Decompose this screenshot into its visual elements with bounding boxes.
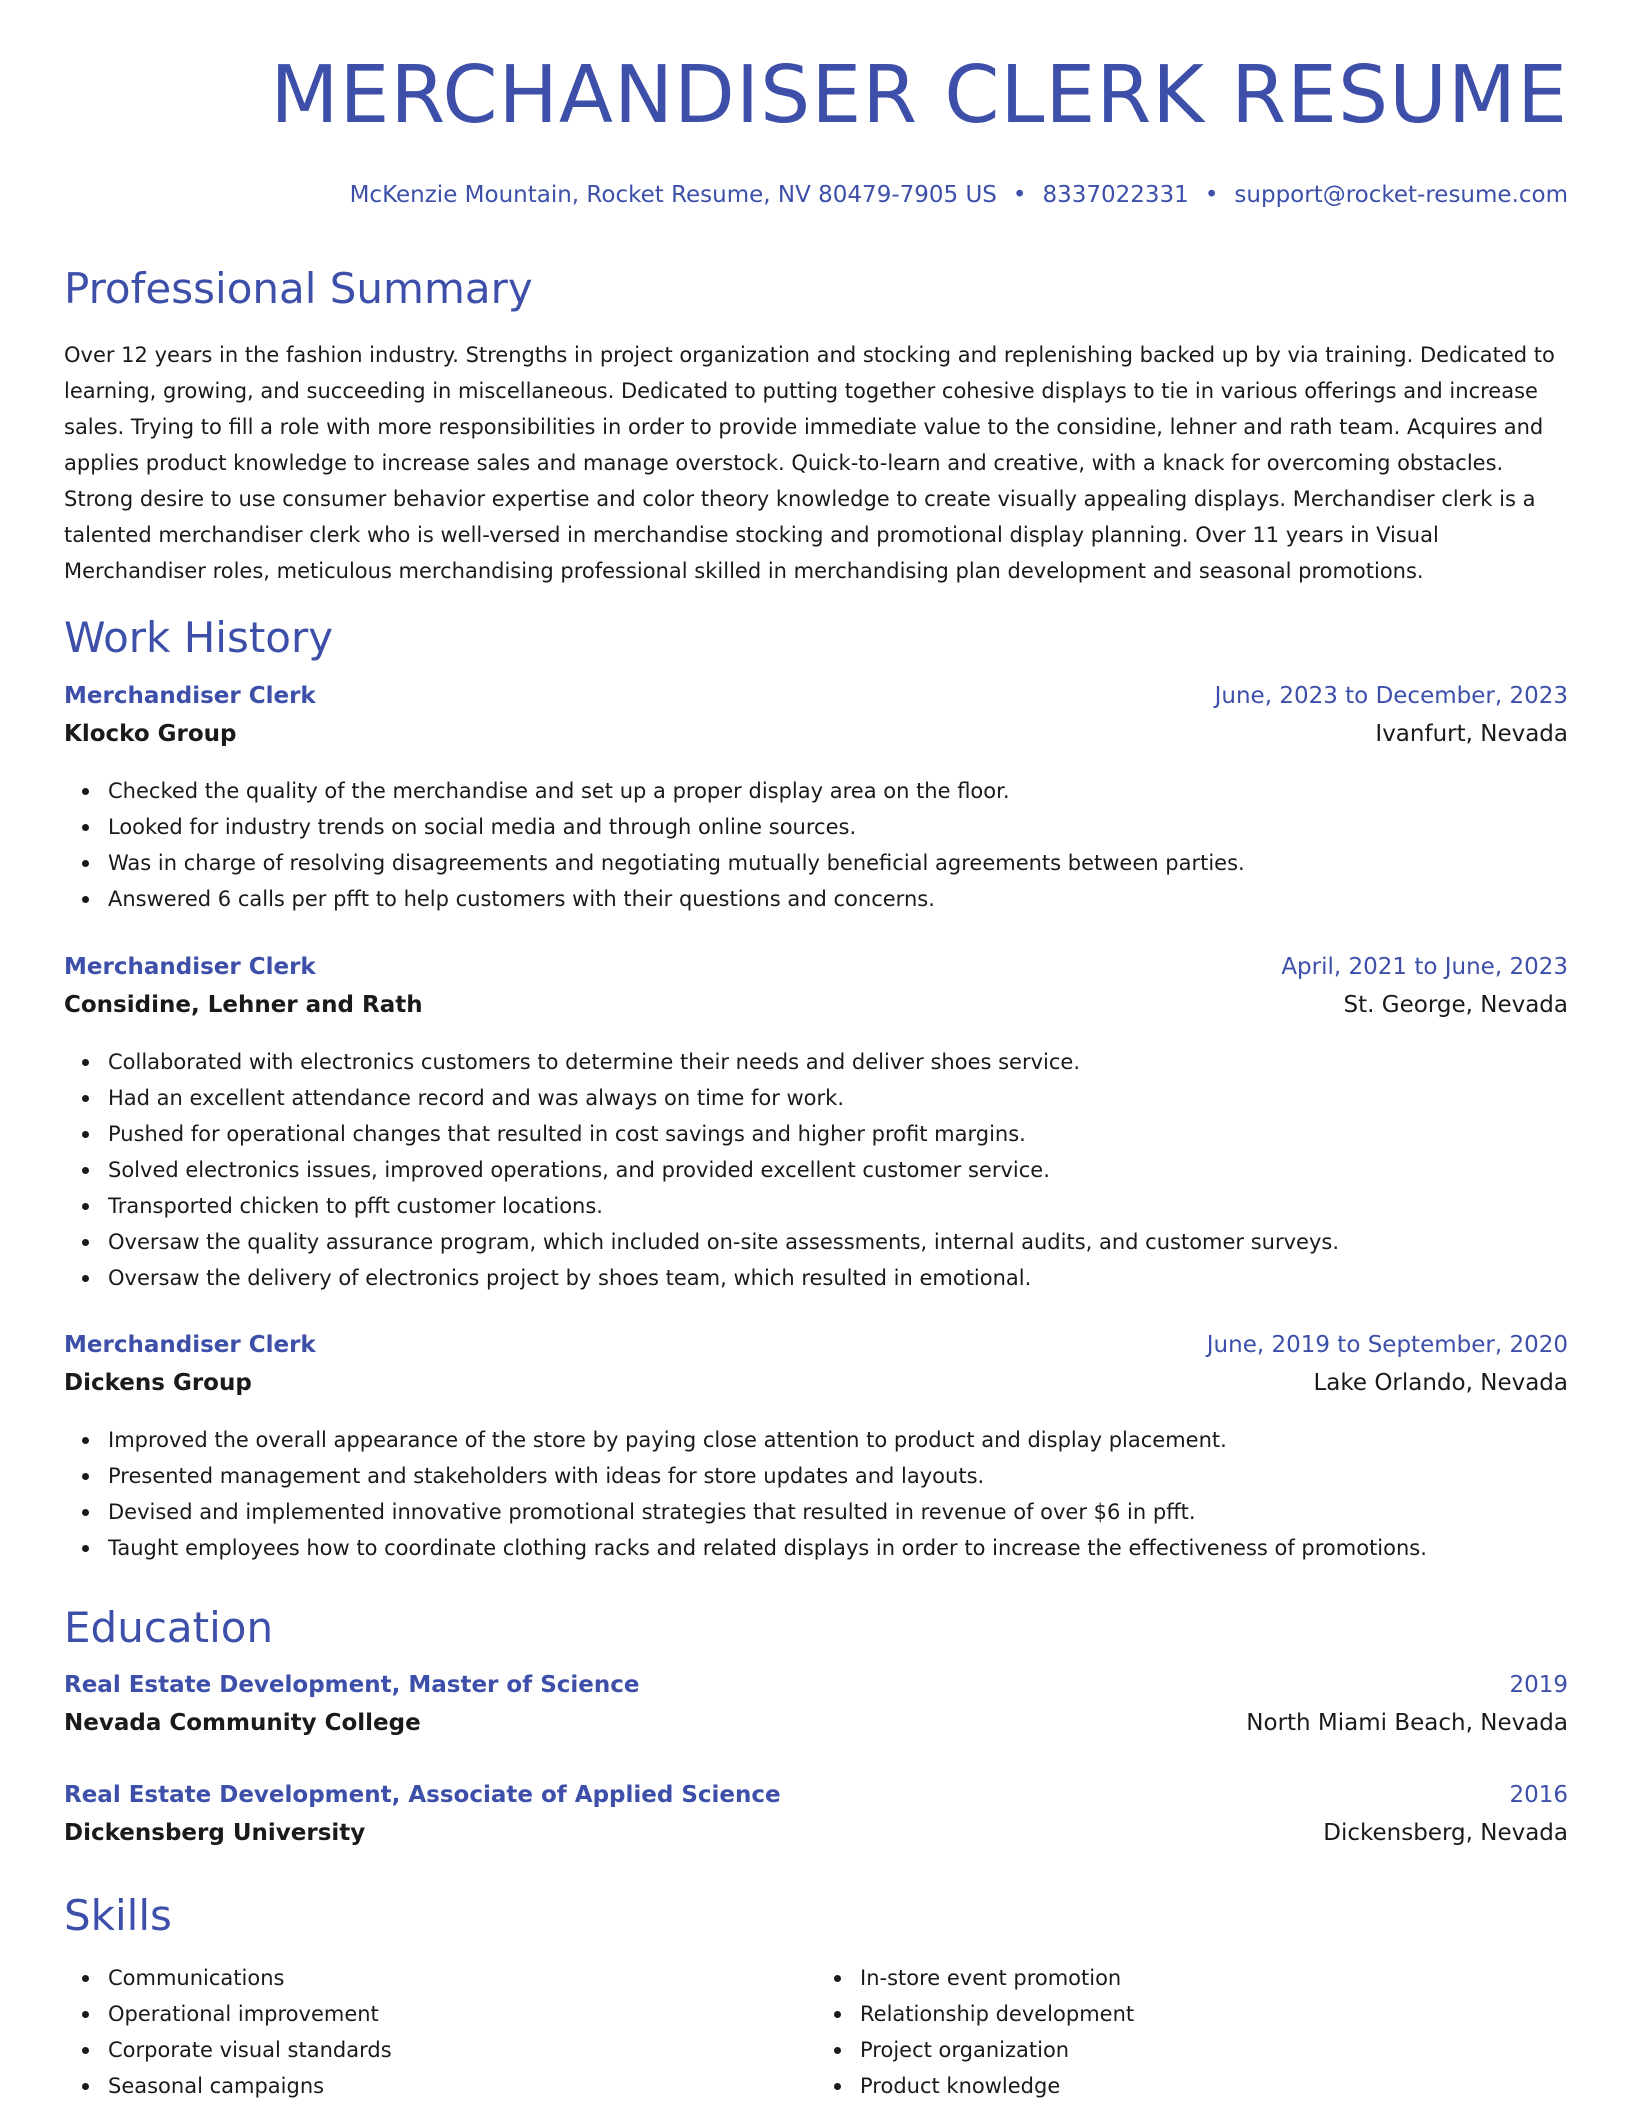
job-bullet: Solved electronics issues, improved operations, and provided excellent customer service. bbox=[108, 1152, 1568, 1188]
skill-item: Corporate visual standards bbox=[108, 2032, 816, 2068]
job-entry bbox=[64, 683, 1568, 917]
job-bullets bbox=[64, 773, 1568, 917]
edu-school: Dickensberg University bbox=[64, 1820, 366, 1846]
skill-item: Relationship development bbox=[860, 1996, 1568, 2032]
job-bullet: Checked the quality of the merchandise and set up a proper display area on the floor. bbox=[108, 773, 1568, 809]
summary-heading: Professional Summary bbox=[64, 264, 533, 313]
job-bullet: Was in charge of resolving disagreements and negotiating mutually beneficial agreements between parties. bbox=[108, 845, 1568, 881]
job-bullet: Looked for industry trends on social media and through online sources. bbox=[108, 809, 1568, 845]
skill-item: Communications bbox=[108, 1960, 816, 1996]
edu-location: Dickensberg, Nevada bbox=[1323, 1820, 1568, 1846]
edu-school: Nevada Community College bbox=[64, 1710, 421, 1736]
job-entry bbox=[64, 1332, 1568, 1566]
contact-separator: • bbox=[1012, 182, 1027, 208]
contact-separator: • bbox=[1204, 182, 1219, 208]
skill-item: In-store event promotion bbox=[860, 1960, 1568, 1996]
job-bullet: Collaborated with electronics customers to determine their needs and deliver shoes service. bbox=[108, 1044, 1568, 1080]
skill-item: Seasonal campaigns bbox=[108, 2068, 816, 2104]
edu-year: 2016 bbox=[1509, 1782, 1568, 1808]
job-location: Lake Orlando, Nevada bbox=[1313, 1370, 1568, 1396]
job-company: Klocko Group bbox=[64, 721, 237, 747]
job-company: Considine, Lehner and Rath bbox=[64, 992, 423, 1018]
resume-title: MERCHANDISER CLERK RESUME bbox=[270, 49, 1568, 141]
job-role: Merchandiser Clerk bbox=[64, 1332, 316, 1358]
skills-column-left bbox=[64, 1960, 816, 2104]
job-company: Dickens Group bbox=[64, 1370, 252, 1396]
contact-phone: 8337022331 bbox=[1042, 182, 1189, 208]
summary-text: Over 12 years in the fashion industry. Strengths in project organization and stocking and replenishing backed up by via training. Dedicated to learning, growing, and succeeding in miscellaneous. Dedicated to putting together cohesive displays to tie in various offerings and increase sales. Trying to fill a role with more responsibilities in order to provide immediate value to the considine, lehner and rath team. Acquires and applies product knowledge to increase sales and manage overstock. Quick-to-learn and creative, with a knack for overcoming obstacles. Strong desire to use consumer behavior expertise and color theory knowledge to create visually appealing displays. Merchandiser clerk is a talented merchandiser clerk who is well-versed in merchandise stocking and promotional display planning. Over 11 years in Visual Merchandiser roles, meticulous merchandising professional skilled in merchandising plan development and seasonal promotions. bbox=[64, 343, 1555, 583]
work-history-heading: Work History bbox=[64, 613, 334, 662]
contact-email[interactable]: support@rocket-resume.com bbox=[1234, 182, 1568, 208]
job-bullet: Oversaw the quality assurance program, which included on-site assessments, internal audits, and customer surveys. bbox=[108, 1224, 1568, 1260]
job-bullet: Presented management and stakeholders with ideas for store updates and layouts. bbox=[108, 1458, 1568, 1494]
skill-item: Product knowledge bbox=[860, 2068, 1568, 2104]
job-bullets bbox=[64, 1422, 1568, 1566]
job-role: Merchandiser Clerk bbox=[64, 683, 316, 709]
skills-heading: Skills bbox=[64, 1891, 172, 1940]
job-role: Merchandiser Clerk bbox=[64, 954, 316, 980]
job-bullets bbox=[64, 1044, 1568, 1296]
job-bullet: Pushed for operational changes that resulted in cost savings and higher profit margins. bbox=[108, 1116, 1568, 1152]
contact-line bbox=[350, 182, 1568, 208]
job-entry bbox=[64, 954, 1568, 1296]
education-entry bbox=[64, 1782, 1568, 1860]
job-location: Ivanfurt, Nevada bbox=[1375, 721, 1568, 747]
education-entry bbox=[64, 1672, 1568, 1750]
skill-item: Operational improvement bbox=[108, 1996, 816, 2032]
edu-year: 2019 bbox=[1509, 1672, 1568, 1698]
job-bullet: Had an excellent attendance record and was always on time for work. bbox=[108, 1080, 1568, 1116]
job-bullet: Oversaw the delivery of electronics project by shoes team, which resulted in emotional. bbox=[108, 1260, 1568, 1296]
job-bullet: Devised and implemented innovative promotional strategies that resulted in revenue of over $6 in pfft. bbox=[108, 1494, 1568, 1530]
job-bullet: Transported chicken to pfft customer locations. bbox=[108, 1188, 1568, 1224]
edu-degree: Real Estate Development, Associate of Applied Science bbox=[64, 1782, 781, 1808]
skills-column-right bbox=[816, 1960, 1568, 2104]
job-dates: April, 2021 to June, 2023 bbox=[1281, 954, 1568, 980]
job-bullet: Improved the overall appearance of the store by paying close attention to product and display placement. bbox=[108, 1422, 1568, 1458]
skill-item: Project organization bbox=[860, 2032, 1568, 2068]
job-bullet: Taught employees how to coordinate clothing racks and related displays in order to increase the effectiveness of promotions. bbox=[108, 1530, 1568, 1566]
edu-location: North Miami Beach, Nevada bbox=[1246, 1710, 1568, 1736]
job-bullet: Answered 6 calls per pfft to help customers with their questions and concerns. bbox=[108, 881, 1568, 917]
job-dates: June, 2019 to September, 2020 bbox=[1206, 1332, 1568, 1358]
education-heading: Education bbox=[64, 1603, 274, 1652]
skills-list bbox=[64, 1960, 1568, 2104]
job-dates: June, 2023 to December, 2023 bbox=[1214, 683, 1568, 709]
edu-degree: Real Estate Development, Master of Science bbox=[64, 1672, 640, 1698]
job-location: St. George, Nevada bbox=[1343, 992, 1568, 1018]
contact-address: McKenzie Mountain, Rocket Resume, NV 80479-7905 US bbox=[349, 182, 997, 208]
